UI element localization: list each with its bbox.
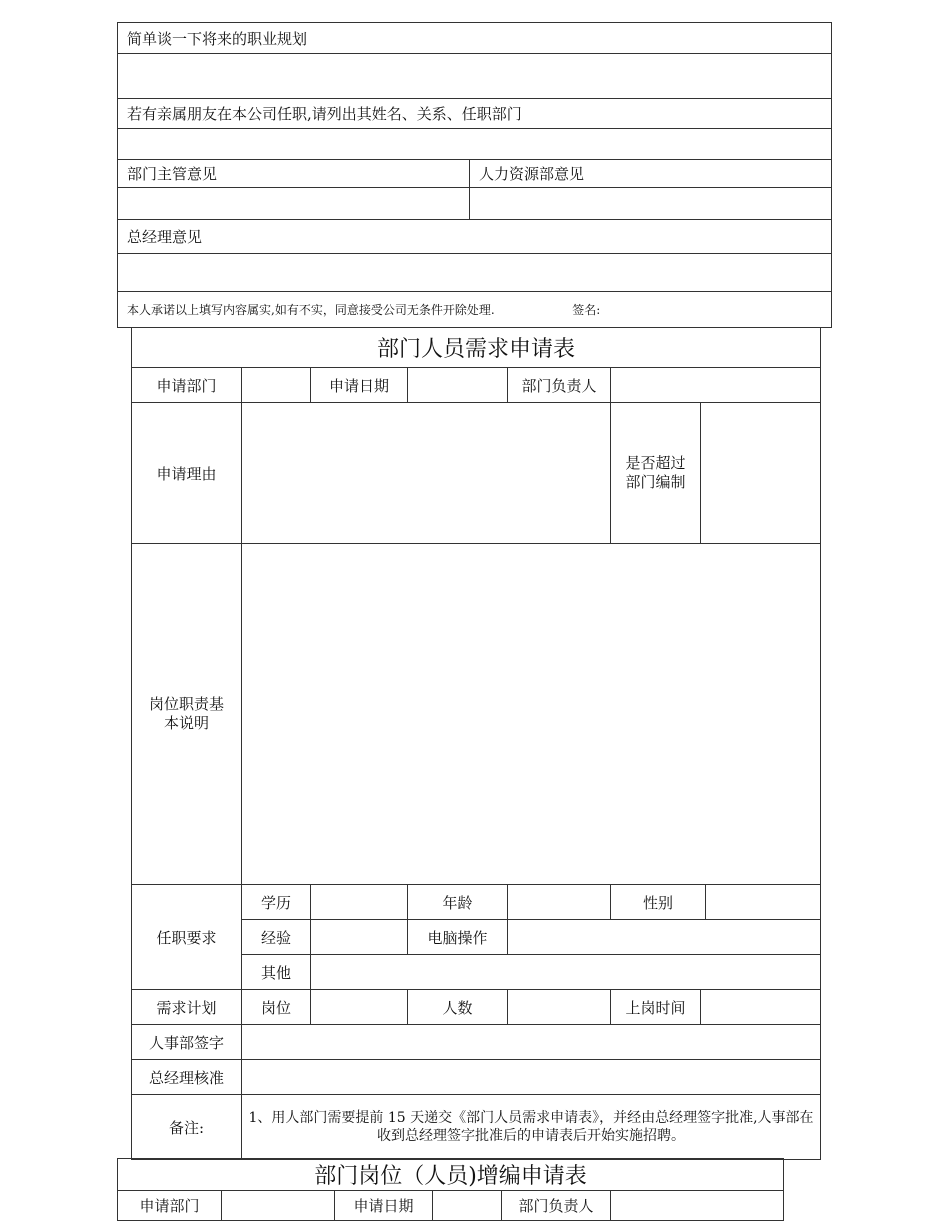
expansion-form-table (117, 1158, 784, 1221)
exp-apply-dept-field[interactable] (222, 1191, 335, 1221)
requirements-label: 任职要求 (132, 885, 242, 990)
gm-approve-field[interactable] (242, 1060, 821, 1095)
over-quota-field[interactable] (701, 403, 821, 544)
request-form-table (131, 327, 821, 1160)
dept-head-field[interactable] (611, 368, 821, 403)
other-label: 其他 (242, 955, 311, 990)
over-quota-label (611, 403, 701, 544)
exp-apply-date-field[interactable] (433, 1191, 502, 1221)
exp-dept-head-field[interactable] (611, 1191, 784, 1221)
hr-sign-field[interactable] (242, 1025, 821, 1060)
over-quota-label-line1: 是否超过 (625, 454, 686, 472)
education-label: 学历 (242, 885, 311, 920)
career-plan-field[interactable] (118, 54, 832, 99)
computer-field[interactable] (508, 920, 821, 955)
apply-date-field[interactable] (408, 368, 508, 403)
age-label: 年龄 (408, 885, 508, 920)
dept-head-opinion-label: 部门主管意见 (118, 160, 470, 188)
reason-label: 申请理由 (132, 403, 242, 544)
apply-dept-field[interactable] (242, 368, 311, 403)
top-form-table (117, 22, 832, 328)
exp-apply-dept-label: 申请部门 (118, 1191, 222, 1221)
start-time-field[interactable] (701, 990, 821, 1025)
pledge-row (118, 292, 832, 328)
apply-date-label: 申请日期 (311, 368, 408, 403)
hr-sign-label: 人事部签字 (132, 1025, 242, 1060)
duties-label (132, 544, 242, 885)
remarks-text: 1、用人部门需要提前 15 天递交《部门人员需求申请表》，并经由总经理签字批准,人事部在收到总经理签字批准后的申请表后开始实施招聘。 (242, 1095, 821, 1160)
remarks-label: 备注: (132, 1095, 242, 1160)
dept-head-opinion-field[interactable] (118, 188, 470, 220)
computer-label: 电脑操作 (408, 920, 508, 955)
duties-label-line1: 岗位职责基 (148, 695, 224, 713)
gm-approve-label: 总经理核准 (132, 1060, 242, 1095)
reason-field[interactable] (242, 403, 611, 544)
duties-label-line2: 本说明 (163, 714, 209, 732)
experience-label: 经验 (242, 920, 311, 955)
headcount-field[interactable] (508, 990, 611, 1025)
hr-opinion-label: 人力资源部意见 (470, 160, 832, 188)
gender-field[interactable] (706, 885, 821, 920)
other-field[interactable] (311, 955, 821, 990)
expansion-form-title: 部门岗位（人员)增编申请表 (118, 1159, 784, 1191)
request-form-title: 部门人员需求申请表 (132, 328, 821, 368)
over-quota-label-line2: 部门编制 (625, 473, 686, 491)
plan-label: 需求计划 (132, 990, 242, 1025)
age-field[interactable] (508, 885, 611, 920)
gm-opinion-field[interactable] (118, 254, 832, 292)
start-time-label: 上岗时间 (611, 990, 701, 1025)
career-plan-label: 简单谈一下将来的职业规划 (118, 23, 832, 54)
education-field[interactable] (311, 885, 408, 920)
relatives-label: 若有亲属朋友在本公司任职,请列出其姓名、关系、任职部门 (118, 99, 832, 129)
hr-opinion-field[interactable] (470, 188, 832, 220)
gm-opinion-label: 总经理意见 (118, 220, 832, 254)
position-field[interactable] (311, 990, 408, 1025)
headcount-label: 人数 (408, 990, 508, 1025)
position-label: 岗位 (242, 990, 311, 1025)
relatives-field[interactable] (118, 129, 832, 160)
experience-field[interactable] (311, 920, 408, 955)
exp-apply-date-label: 申请日期 (335, 1191, 433, 1221)
signature-label: 签名: (572, 303, 601, 317)
apply-dept-label: 申请部门 (132, 368, 242, 403)
pledge-text: 本人承诺以上填写内容属实,如有不实，同意接受公司无条件开除处理. (127, 303, 495, 317)
duties-field[interactable] (242, 544, 821, 885)
dept-head-label: 部门负责人 (508, 368, 611, 403)
gender-label: 性别 (611, 885, 706, 920)
exp-dept-head-label: 部门负责人 (502, 1191, 611, 1221)
